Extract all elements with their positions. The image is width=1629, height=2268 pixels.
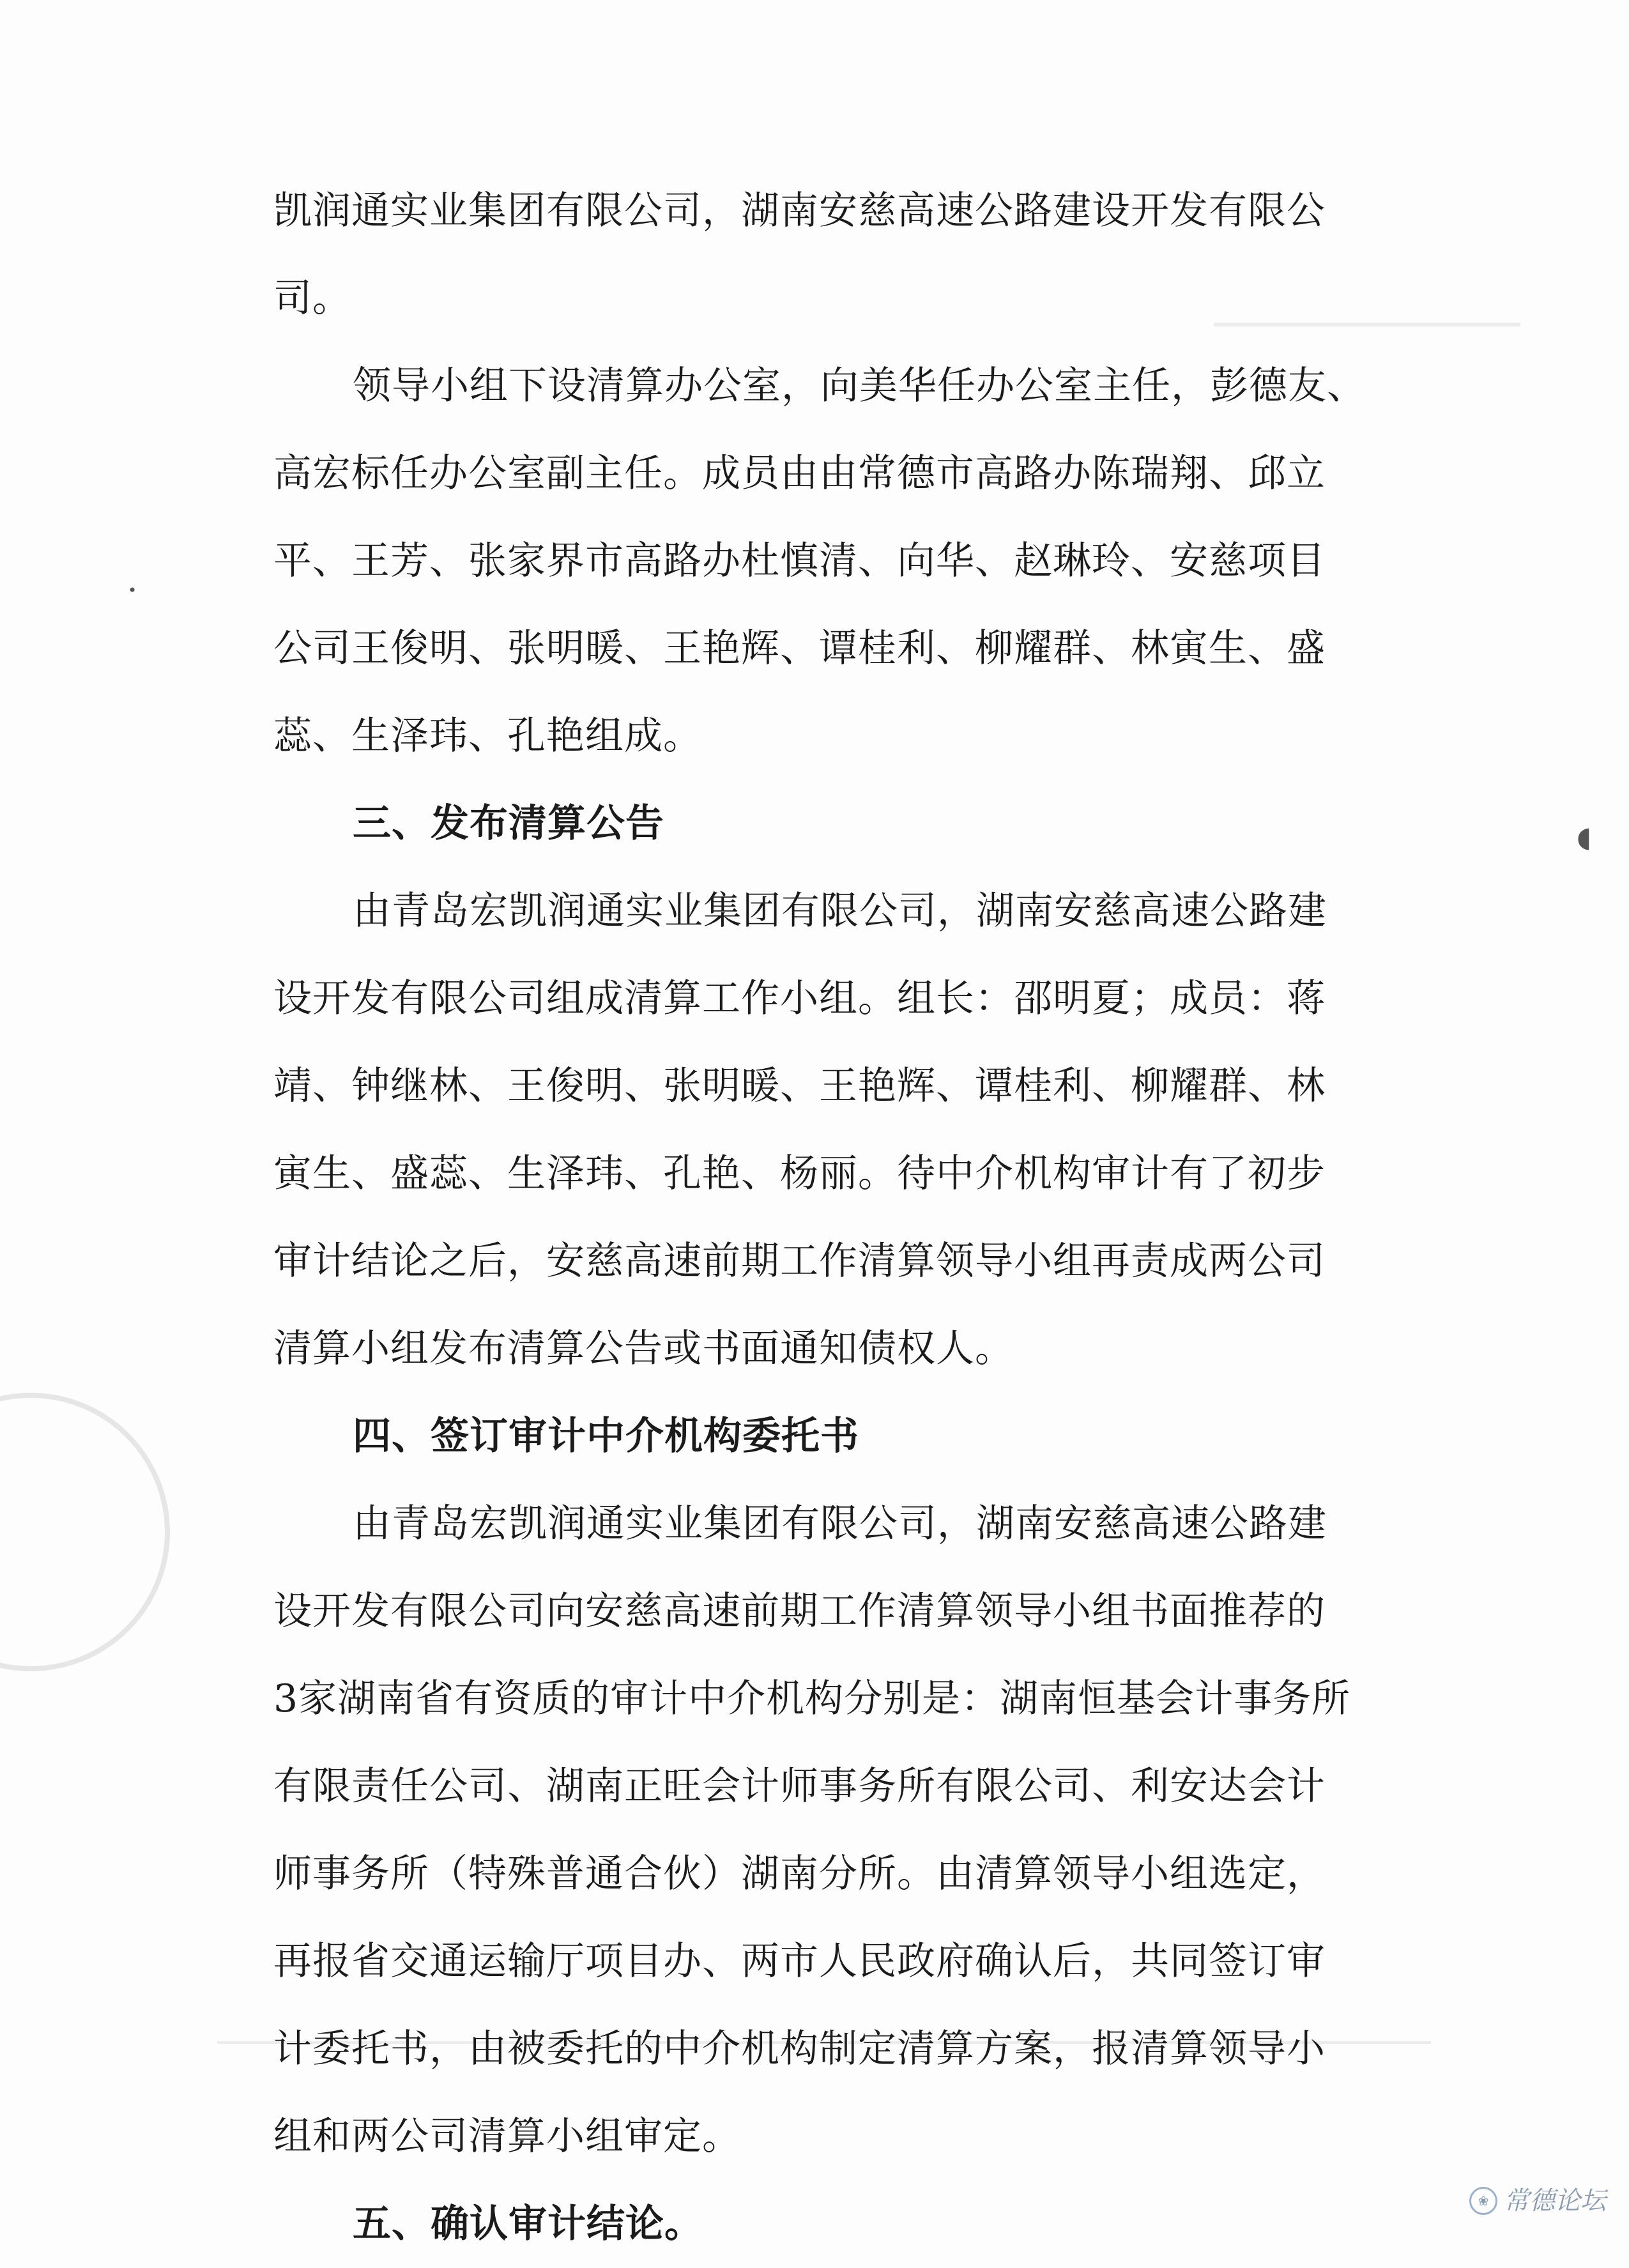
paragraph-line: 由青岛宏凯润通实业集团有限公司，湖南安慈高速公路建 <box>353 889 1327 933</box>
paragraph-line: 有限责任公司、湖南正旺会计师事务所有限公司、利安达会计 <box>273 1764 1326 1809</box>
paragraph-line: 公司王俊明、张明暖、王艳辉、谭桂利、柳耀群、林寅生、盛 <box>273 626 1326 671</box>
paragraph-line: 3家湖南省有资质的审计中介机构分别是：湖南恒基会计事务所 <box>273 1676 1351 1721</box>
section-heading: 四、签订审计中介机构委托书 <box>353 1414 859 1459</box>
paragraph-line: 设开发有限公司向安慈高速前期工作清算领导小组书面推荐的 <box>273 1589 1326 1634</box>
paragraph-line: 由青岛宏凯润通实业集团有限公司，湖南安慈高速公路建 <box>353 1501 1327 1546</box>
faded-seal-outline <box>0 1393 170 1671</box>
ink-blot-mark: ◖ <box>1577 821 1592 854</box>
paragraph-line: 靖、钟继林、王俊明、张明暖、王艳辉、谭桂利、柳耀群、林 <box>273 1064 1326 1108</box>
paragraph-line: 组和两公司清算小组审定。 <box>273 2114 741 2159</box>
paragraph-line: 领导小组下设清算办公室，向美华任办公室主任，彭德友、 <box>353 364 1366 408</box>
paragraph-line: 审计结论之后，安慈高速前期工作清算领导小组再责成两公司 <box>273 1239 1326 1283</box>
paragraph-line: 清算小组发布清算公告或书面通知债权人。 <box>273 1326 1014 1371</box>
forum-logo-icon: ❀ <box>1469 2187 1497 2215</box>
paragraph-line: 设开发有限公司组成清算工作小组。组长：邵明夏；成员：蒋 <box>273 976 1326 1021</box>
paragraph-line: 司。 <box>273 276 351 321</box>
paragraph-line: 蕊、生泽玮、孔艳组成。 <box>273 714 702 758</box>
watermark-text: 常德论坛 <box>1504 2186 1606 2216</box>
paragraph-line: 师事务所（特殊普通合伙）湖南分所。由清算领导小组选定， <box>273 1851 1326 1896</box>
section-heading: 三、发布清算公告 <box>353 801 664 846</box>
document-body <box>273 167 1423 2268</box>
paragraph-line: 计委托书，由被委托的中介机构制定清算方案，报清算领导小 <box>273 2027 1326 2071</box>
forum-watermark <box>1469 2187 1606 2215</box>
paragraph-line: 再报省交通运输厅项目办、两市人民政府确认后，共同签订审 <box>273 1939 1326 1984</box>
scan-dot-mark: • <box>128 581 137 599</box>
paragraph-line: 平、王芳、张家界市高路办杜慎清、向华、赵琳玲、安慈项目 <box>273 539 1326 583</box>
paragraph-line: 凯润通实业集团有限公司，湖南安慈高速公路建设开发有限公 <box>273 188 1326 233</box>
section-heading: 五、确认审计结论。 <box>353 2202 703 2246</box>
paragraph-line: 高宏标任办公室副主任。成员由由常德市高路办陈瑞翔、邱立 <box>273 451 1326 496</box>
paragraph-line: 寅生、盛蕊、生泽玮、孔艳、杨丽。待中介机构审计有了初步 <box>273 1151 1326 1196</box>
